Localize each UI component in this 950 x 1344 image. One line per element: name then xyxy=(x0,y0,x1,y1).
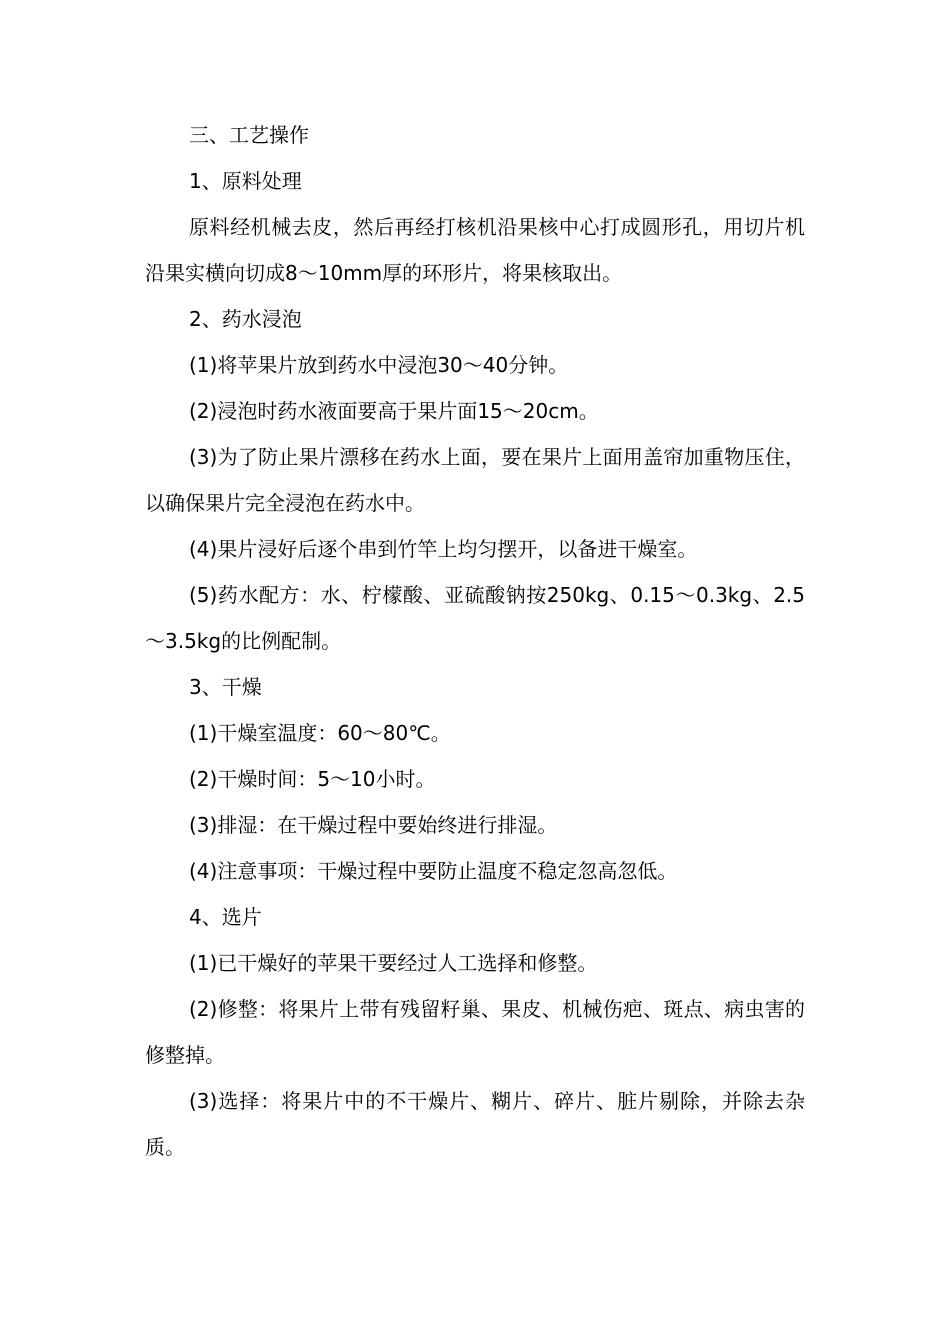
subsection-heading: 2、药水浸泡 xyxy=(189,307,302,331)
list-item: (2)修整：将果片上带有残留籽巢、果皮、机械伤疤、斑点、病虫害的修整掉。 xyxy=(145,997,805,1067)
list-item: (2)浸泡时药水液面要高于果片面15～20cm。 xyxy=(189,399,599,423)
subsection-heading: 1、原料处理 xyxy=(189,169,302,193)
paragraph: 原料经机械去皮，然后再经打核机沿果核中心打成圆形孔，用切片机沿果实横向切成8～10mm厚的环形片，将果核取出。 xyxy=(145,215,805,285)
list-item: (4)果片浸好后逐个串到竹竿上均匀摆开，以备进干燥室。 xyxy=(189,537,698,561)
list-item: (1)将苹果片放到药水中浸泡30～40分钟。 xyxy=(189,353,569,377)
subsection-heading: 4、选片 xyxy=(189,905,262,929)
list-item: (1)干燥室温度：60～80℃。 xyxy=(189,721,451,745)
list-item: (3)选择：将果片中的不干燥片、糊片、碎片、脏片剔除，并除去杂质。 xyxy=(145,1089,805,1159)
subsection-heading: 3、干燥 xyxy=(189,675,262,699)
list-item: (3)为了防止果片漂移在药水上面，要在果片上面用盖帘加重物压住，以确保果片完全浸泡在药水中。 xyxy=(145,445,805,515)
section-heading: 三、工艺操作 xyxy=(189,123,309,147)
list-item: (3)排湿：在干燥过程中要始终进行排湿。 xyxy=(189,813,558,837)
list-item: (5)药水配方：水、柠檬酸、亚硫酸钠按250kg、0.15～0.3kg、2.5～3.5kg的比例配制。 xyxy=(145,583,805,653)
list-item: (1)已干燥好的苹果干要经过人工选择和修整。 xyxy=(189,951,598,975)
document-body xyxy=(145,112,805,1170)
list-item: (2)干燥时间：5～10小时。 xyxy=(189,767,436,791)
list-item: (4)注意事项：干燥过程中要防止温度不稳定忽高忽低。 xyxy=(189,859,678,883)
